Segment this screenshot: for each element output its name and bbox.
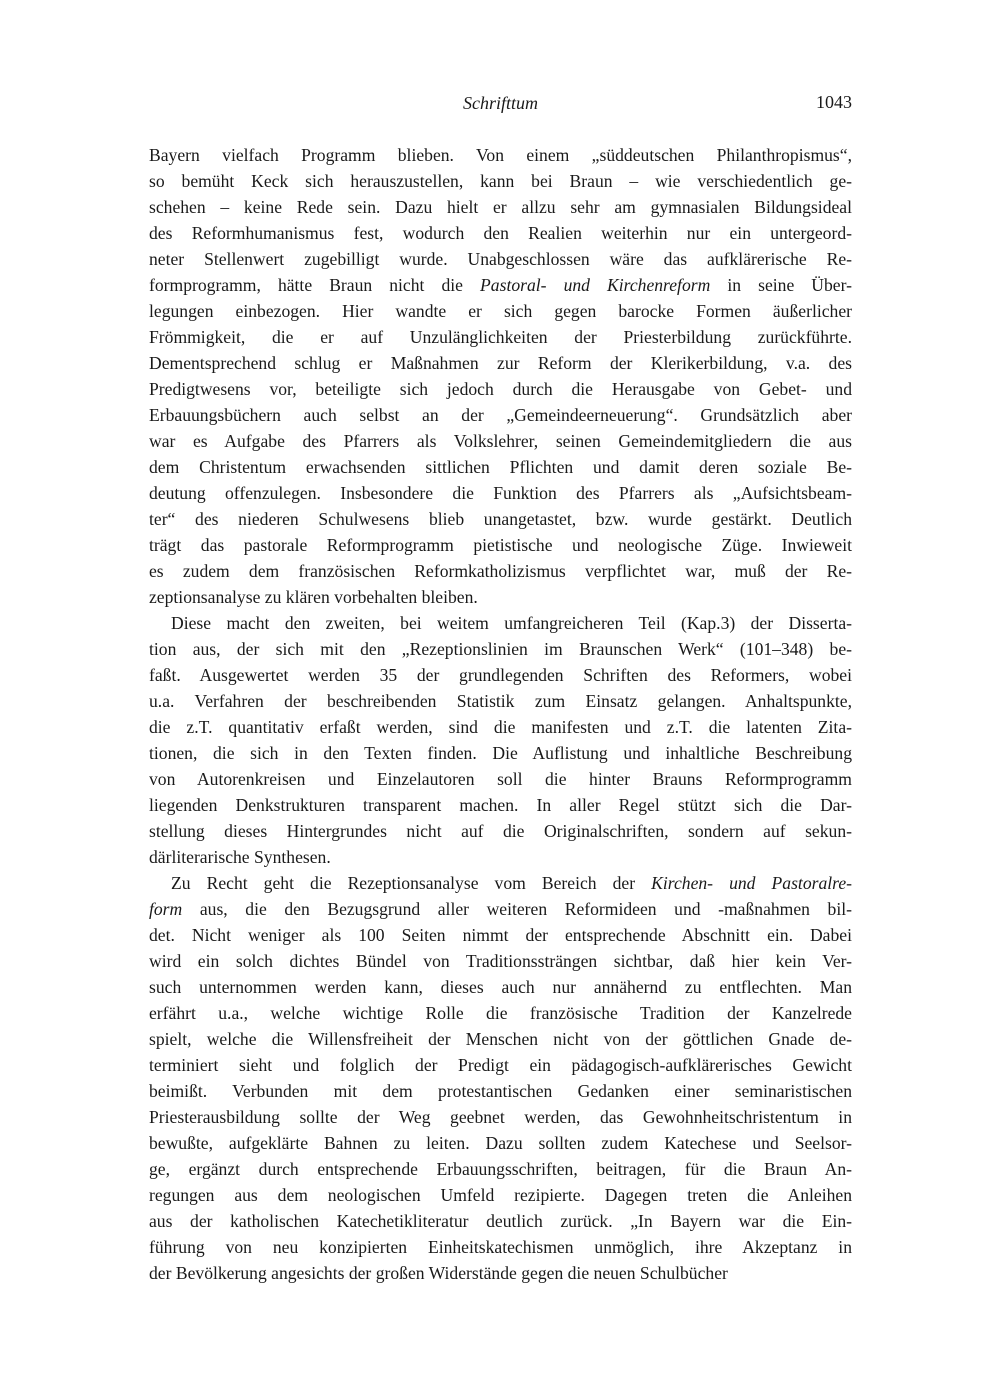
text-line: trägt das pastorale Reformprogramm pietistische und neologische Züge. Inwieweit: [149, 535, 852, 555]
body-text: [149, 142, 852, 1286]
text-line: därliterarische Synthesen.: [149, 847, 331, 867]
text-line: ter“ des niederen Schulwesens blieb unangetastet, bzw. wurde gestärkt. Deutlich: [149, 509, 852, 529]
text-line: u.a. Verfahren der beschreibenden Statistik zum Einsatz gelangen. Anhaltspunkte,: [149, 691, 852, 711]
text-line: der Bevölkerung angesichts der großen Widerstände gegen die neuen Schulbücher: [149, 1263, 728, 1283]
paragraph: [149, 870, 852, 1286]
text-line: Priesterausbildung sollte der Weg geebnet werden, das Gewohnheitschristentum in: [149, 1107, 852, 1127]
text-line: Frömmigkeit, die er auf Unzulänglichkeiten der Priesterbildung zurückführte.: [149, 327, 852, 347]
text-line: ge, ergänzt durch entsprechende Erbauungsschriften, beitragen, für die Braun An-: [149, 1159, 852, 1179]
text-line: Erbauungsbüchern auch selbst an der „Gemeindeerneuerung“. Grundsätzlich aber: [149, 405, 852, 425]
text-line: schehen – keine Rede sein. Dazu hielt er allzu sehr am gymnasialen Bildungsideal: [149, 197, 852, 217]
text-line: war es Aufgabe des Pfarrers als Volkslehrer, seinen Gemeindemitgliedern die aus: [149, 431, 852, 451]
paragraph: [149, 142, 852, 610]
text-line: Bayern vielfach Programm blieben. Von einem „süddeutschen Philanthropismus“,: [149, 145, 852, 165]
text-line: des Reformhumanismus fest, wodurch den Realien weiterhin nur ein untergeord-: [149, 223, 852, 243]
paragraph-container: [149, 142, 852, 1286]
text-line: tion aus, der sich mit den „Rezeptionslinien im Braunschen Werk“ (101–348) be-: [149, 639, 852, 659]
text-line: zeptionsanalyse zu klären vorbehalten bleiben.: [149, 587, 478, 607]
text-line: dem Christentum erwachsenden sittlichen Pflichten und damit deren soziale Be-: [149, 457, 852, 477]
running-head: [149, 90, 852, 118]
text-line: faßt. Ausgewertet werden 35 der grundlegenden Schriften des Reformers, wobei: [149, 665, 852, 685]
page-number: 1043: [816, 92, 852, 112]
running-title: Schrifttum: [463, 93, 538, 113]
text-line: liegenden Denkstrukturen transparent machen. In aller Regel stützt sich die Dar-: [149, 795, 852, 815]
text-line: Predigtwesens vor, beteiligte sich jedoch durch die Herausgabe von Gebet- und: [149, 379, 852, 399]
text-line: so bemüht Keck sich herauszustellen, kann bei Braun – wie verschiedentlich ge-: [149, 171, 852, 191]
text-line: Diese macht den zweiten, bei weitem umfangreicheren Teil (Kap.3) der Disserta-: [171, 613, 852, 633]
text-line: such unternommen werden kann, dieses auch nur annähernd zu entflechten. Man: [149, 977, 852, 997]
text-line: beimißt. Verbunden mit dem protestantischen Gedanken einer seminaristischen: [149, 1081, 852, 1101]
text-line: Zu Recht geht die Rezeptionsanalyse vom Bereich der Kirchen- und Pastoralre-: [171, 873, 852, 893]
text-line: formprogramm, hätte Braun nicht die Pastoral- und Kirchenreform in seine Über-: [149, 275, 852, 295]
text-line: legungen einbezogen. Hier wandte er sich gegen barocke Formen äußerlicher: [149, 301, 852, 321]
text-line: Dementsprechend schlug er Maßnahmen zur Reform der Klerikerbildung, v.a. des: [149, 353, 852, 373]
text-line: deutung offenzulegen. Insbesondere die Funktion des Pfarrers als „Aufsichtsbeam-: [149, 483, 852, 503]
text-line: die z.T. quantitativ erfaßt werden, sind die manifesten und z.T. die latenten Zita-: [149, 717, 852, 737]
text-line: bewußte, aufgeklärte Bahnen zu leiten. Dazu sollten zudem Katechese und Seelsor-: [149, 1133, 852, 1153]
text-line: spielt, welche die Willensfreiheit der Menschen nicht von der göttlichen Gnade de-: [149, 1029, 852, 1049]
text-line: wird ein solch dichtes Bündel von Traditionssträngen sichtbar, daß hier kein Ver-: [149, 951, 852, 971]
text-line: führung von neu konzipierten Einheitskatechismen unmöglich, ihre Akzeptanz in: [149, 1237, 852, 1257]
text-line: neter Stellenwert zugebilligt wurde. Unabgeschlossen wäre das aufklärerische Re-: [149, 249, 852, 269]
text-line: stellung dieses Hintergrundes nicht auf die Originalschriften, sondern auf sekun-: [149, 821, 852, 841]
text-line: tionen, die sich in den Texten finden. Die Auflistung und inhaltliche Beschreibung: [149, 743, 852, 763]
text-line: det. Nicht weniger als 100 Seiten nimmt der entsprechende Abschnitt ein. Dabei: [149, 925, 852, 945]
text-line: terminiert sieht und folglich der Predigt ein pädagogisch-aufklärerisches Gewicht: [149, 1055, 852, 1075]
text-line: regungen aus dem neologischen Umfeld rezipierte. Dagegen treten die Anleihen: [149, 1185, 852, 1205]
text-line: von Autorenkreisen und Einzelautoren soll die hinter Brauns Reformprogramm: [149, 769, 852, 789]
text-line: aus der katholischen Katechetikliteratur deutlich zurück. „In Bayern war die Ein-: [149, 1211, 852, 1231]
paragraph: [149, 610, 852, 870]
text-line: es zudem dem französischen Reformkatholizismus verpflichtet war, muß der Re-: [149, 561, 852, 581]
text-line: form aus, die den Bezugsgrund aller weiteren Reformideen und -maßnahmen bil-: [149, 899, 852, 919]
text-line: erfährt u.a., welche wichtige Rolle die französische Tradition der Kanzelrede: [149, 1003, 852, 1023]
